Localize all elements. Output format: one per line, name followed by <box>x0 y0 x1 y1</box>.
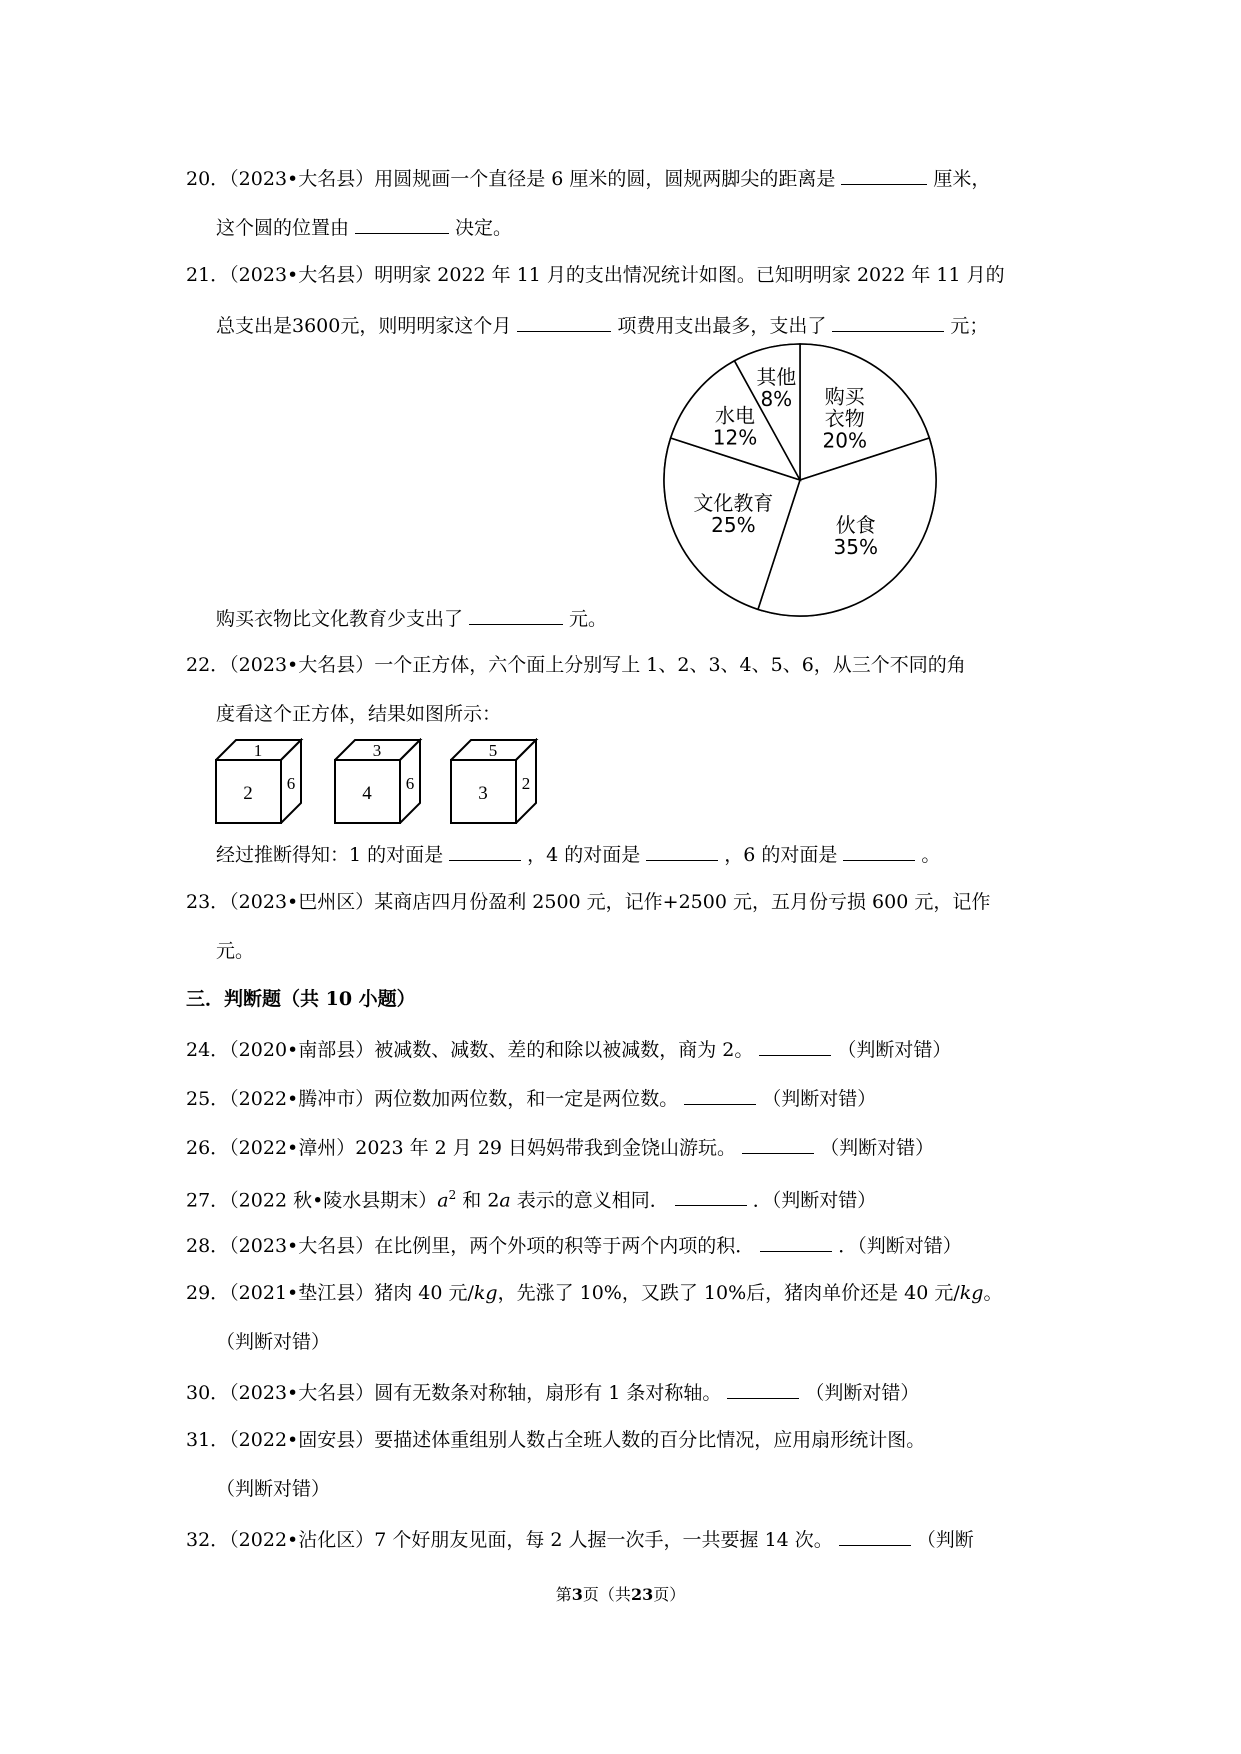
q22-blank-3[interactable] <box>843 840 915 861</box>
cube-3-side: 2 <box>521 774 531 793</box>
q30-blank[interactable] <box>727 1378 799 1399</box>
q31-line1: 31．（2022•固安县）要描述体重组别人数占全班人数的百分比情况，应用扇形统计图。 <box>186 1429 926 1451</box>
cube-2-top: 3 <box>372 741 382 760</box>
q21-blank-3[interactable] <box>469 604 563 625</box>
q26-blank[interactable] <box>742 1133 814 1154</box>
pie-label-5-2: 8% <box>760 386 793 411</box>
q32-blank[interactable] <box>839 1525 911 1546</box>
q32-line: 32．（2022•沾化区）7 个好朋友见面，每 2 人握一次手，一共要握 14 次。 （判断 <box>186 1525 974 1553</box>
cube-2-front: 4 <box>362 783 372 804</box>
q30-line: 30．（2023•大名县）圆有无数条对称轴，扇形有 1 条对称轴。 （判断对错） <box>186 1378 919 1406</box>
q25-line: 25．（2022•腾冲市）两位数加两位数，和一定是两位数。 （判断对错） <box>186 1084 876 1112</box>
q29-line2: （判断对错） <box>216 1331 331 1353</box>
q27-blank[interactable] <box>675 1185 747 1206</box>
q29-line1: 29．（2021•垫江县）猪肉 40 元/kg，先涨了 10%，又跌了 10%后，猪肉单价还是 40 元/kg。 <box>186 1282 1003 1304</box>
q21-blank-2[interactable] <box>832 311 944 332</box>
q21-line2: 总支出是3600元，则明明家这个月 项费用支出最多，支出了 元； <box>216 311 988 339</box>
pie-label-4-1: 水电 <box>715 403 756 428</box>
pie-label-1-1: 购买 <box>824 384 865 409</box>
pie-chart <box>660 340 940 620</box>
pie-label-1-2: 衣物 <box>824 406 865 431</box>
pie-label-1-3: 20% <box>822 428 867 453</box>
q20-line2: 这个圆的位置由 决定。 <box>216 213 512 241</box>
q25-blank[interactable] <box>684 1084 756 1105</box>
q28-line: 28．（2023•大名县）在比例里，两个外项的积等于两个内项的积． ．（判断对错） <box>186 1231 962 1259</box>
q22-line1: 22．（2023•大名县）一个正方体，六个面上分别写上 1、2、3、4、5、6，从三个不同的角 <box>186 654 966 676</box>
pie-label-3-2: 25% <box>711 512 756 537</box>
q24-blank[interactable] <box>759 1035 831 1056</box>
pie-label-5-1: 其他 <box>756 364 797 389</box>
cube-3-top: 5 <box>488 741 498 760</box>
cube-1-top: 1 <box>253 741 263 760</box>
q24-line: 24．（2020•南部县）被减数、减数、差的和除以被减数，商为 2。 （判断对错） <box>186 1035 951 1063</box>
q22-line2: 度看这个正方体，结果如图所示： <box>216 703 502 725</box>
cube-1-side: 6 <box>286 774 296 793</box>
cube-3 <box>450 738 540 824</box>
page-footer: 第3页（共23页） <box>555 1585 686 1604</box>
q31-line2: （判断对错） <box>216 1478 331 1500</box>
q28-blank[interactable] <box>760 1231 832 1252</box>
q23-line2: 元。 <box>216 940 255 962</box>
q22-blank-1[interactable] <box>449 840 521 861</box>
cube-3-front: 3 <box>478 783 488 804</box>
pie-label-4-2: 12% <box>712 425 758 450</box>
q20-line1: 20．（2023•大名县）用圆规画一个直径是 6 厘米的圆，圆规两脚尖的距离是 厘米， <box>186 164 990 192</box>
pie-label-3-1: 文化教育 <box>693 490 774 515</box>
cube-2 <box>334 738 424 824</box>
q23-line1: 23．（2023•巴州区）某商店四月份盈利 2500 元，记作+2500 元，五月份亏损 600 元，记作 <box>186 891 991 913</box>
pie-label-2-2: 35% <box>833 534 879 559</box>
q21-blank-1[interactable] <box>517 311 611 332</box>
pie-label-2-1: 伙食 <box>835 512 876 537</box>
cube-1-front: 2 <box>243 783 253 804</box>
q22-blank-2[interactable] <box>646 840 718 861</box>
q27-line: 27．（2022 秋•陵水县期末）$a^2$ 和 2a 表示的意义相同． ．（判断对错） <box>186 1182 876 1213</box>
q26-line: 26．（2022•漳州）2023 年 2 月 29 日妈妈带我到金饶山游玩。 （判断对错） <box>186 1133 934 1161</box>
q21-line3: 购买衣物比文化教育少支出了 元。 <box>216 604 607 632</box>
cube-2-side: 6 <box>405 774 415 793</box>
q20-blank-2[interactable] <box>355 213 449 234</box>
q22-line3: 经过推断得知：1 的对面是 ，4 的对面是 ，6 的对面是 。 <box>216 840 940 868</box>
cube-1 <box>215 738 305 824</box>
q20-blank-1[interactable] <box>841 164 927 185</box>
section-3-heading: 三．判断题（共 10 小题） <box>186 988 416 1010</box>
q21-line1: 21．（2023•大名县）明明家 2022 年 11 月的支出情况统计如图。已知明明家 2022 年 11 月的 <box>186 264 1005 286</box>
